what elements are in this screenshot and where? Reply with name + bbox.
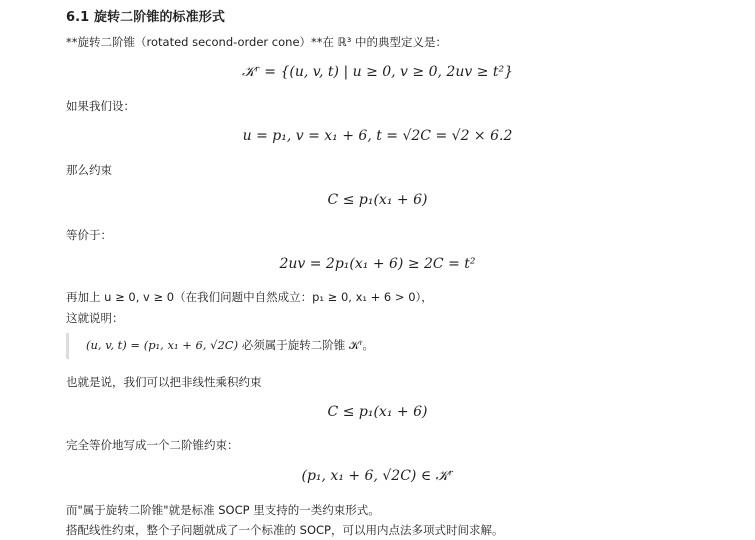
constraint-equation: C ≤ p₁(x₁ + 6) xyxy=(327,192,428,208)
nonnegativity-line: 再加上 u ≥ 0, v ≥ 0（在我们问题中自然成立：p₁ ≥ 0, x₁ + 6 > 0）， xyxy=(66,290,433,304)
blockquote-math: (u, v, t) = (p₁, x₁ + 6, √2C) xyxy=(86,338,239,352)
that-is-text: 也就是说，我们可以把非线性乘积约束 xyxy=(66,375,262,389)
constraint-equation-repeat: C ≤ p₁(x₁ + 6) xyxy=(327,404,428,420)
cone-membership-equation: (p₁, x₁ + 6, √2C) ∈ 𝒦ʳ xyxy=(301,468,454,484)
closing-line-2: 搭配线性约束，整个子问题就成了一个标准的 SOCP，可以用内点法多项式时间求解。 xyxy=(66,523,504,537)
equivalent-equation: 2uv = 2p₁(x₁ + 6) ≥ 2C = t² xyxy=(279,256,476,272)
equivalent-to-text: 等价于： xyxy=(66,228,112,242)
section-heading: 6.1 旋转二阶锥的标准形式 xyxy=(66,10,225,25)
blockquote-text xyxy=(86,337,374,353)
intro-paragraph: **旋转二阶锥（rotated second-order cone）**在 ℝ³ 中的典型定义是： xyxy=(66,35,448,49)
blockquote-sentence: 必须属于旋转二阶锥 𝒦ʳ。 xyxy=(238,338,375,352)
this-shows-text: 这就说明： xyxy=(66,311,124,325)
substitution-equation: u = p₁, v = x₁ + 6, t = √2C = √2 × 6.2 xyxy=(242,128,513,144)
blockquote-bar xyxy=(66,333,69,359)
then-constraint-text: 那么约束 xyxy=(66,163,112,177)
blockquote xyxy=(66,331,626,361)
cone-definition-equation: 𝒦ʳ = {(u, v, t) | u ≥ 0, v ≥ 0, 2uv ≥ t²} xyxy=(241,64,514,80)
if-we-set-text: 如果我们设： xyxy=(66,99,135,113)
equivalently-written-text: 完全等价地写成一个二阶锥约束： xyxy=(66,438,239,452)
closing-line-1: 而"属于旋转二阶锥"就是标准 SOCP 里支持的一类约束形式。 xyxy=(66,503,380,517)
